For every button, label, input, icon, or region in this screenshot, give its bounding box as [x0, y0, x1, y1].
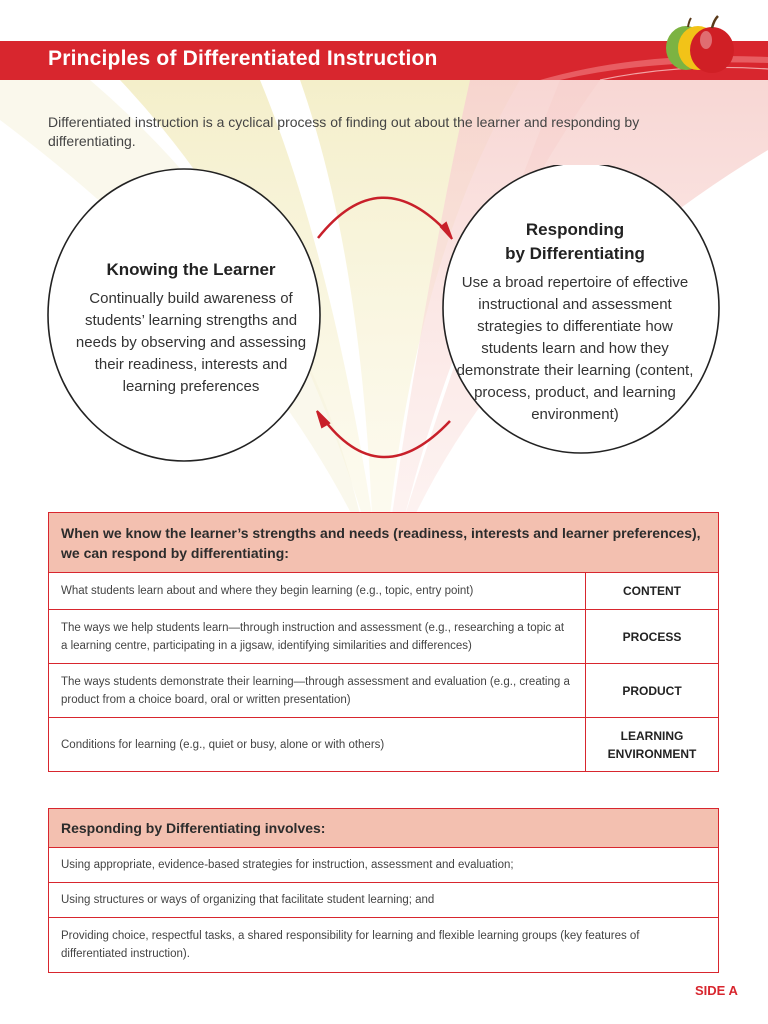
- table-header: Responding by Differentiating involves:: [49, 809, 719, 848]
- list-item: Using structures or ways of organizing that facilitate student learning; and: [49, 883, 719, 918]
- row-description: The ways we help students learn—through instruction and assessment (e.g., researching a topic at a learning centre, participating in a jigsaw, identifying similarities and differences): [49, 610, 586, 664]
- top-arrow: [318, 198, 448, 238]
- intro-paragraph: Differentiated instruction is a cyclical process of finding out about the learner and responding by differentiating.: [48, 114, 640, 149]
- knowing-learner-heading: Knowing the Learner: [106, 260, 276, 279]
- page-title: Principles of Differentiated Instruction: [48, 47, 438, 70]
- category-label: PRODUCT: [622, 683, 682, 698]
- table-row: [49, 883, 719, 918]
- knowing-learner-text: [66, 258, 316, 398]
- table-row: [49, 918, 719, 973]
- responding-heading-line2: by Differentiating: [505, 244, 645, 263]
- category-learning-environment: [586, 718, 719, 772]
- row-description: The ways students demonstrate their learning—through assessment and evaluation (e.g., creating a product from a choice board, oral or written presentation): [49, 664, 586, 718]
- responding-body: Use a broad repertoire of effective instructional and assessment strategies to differentiate how students learn and how they demonstrate their learning (content, process, product, and learning environment): [456, 274, 694, 423]
- category-label: CONTENT: [623, 584, 681, 598]
- responding-text: [450, 218, 700, 426]
- apples-logo: [660, 14, 740, 76]
- table-row: [49, 848, 719, 883]
- table-row: [49, 610, 719, 664]
- category-label: PROCESS: [622, 629, 682, 644]
- list-item: Providing choice, respectful tasks, a shared responsibility for learning and flexible learning groups (key features of differentiated instruction).: [49, 918, 719, 973]
- table-header-row: [49, 513, 719, 573]
- bottom-arrow: [322, 417, 450, 457]
- category-product: [586, 664, 719, 718]
- table-header: When we know the learner’s strengths and needs (readiness, interests and learner preferences), we can respond by differentiating:: [49, 513, 719, 573]
- knowing-learner-body: Continually build awareness of students’ learning strengths and needs by observing and assessing their readiness, interests and learning preferences: [75, 290, 307, 395]
- table-header-row: [49, 809, 719, 848]
- side-label: SIDE A: [695, 983, 738, 998]
- table-row: [49, 573, 719, 610]
- category-content: [586, 573, 719, 610]
- row-description: Conditions for learning (e.g., quiet or busy, alone or with others): [49, 718, 586, 772]
- responding-heading: [450, 218, 700, 266]
- differentiation-table: [48, 512, 719, 772]
- list-item: Using appropriate, evidence-based strategies for instruction, assessment and evaluation;: [49, 848, 719, 883]
- row-description: What students learn about and where they begin learning (e.g., topic, entry point): [49, 573, 586, 610]
- category-process: [586, 610, 719, 664]
- responding-involves-table: [48, 808, 719, 973]
- table-row: [49, 664, 719, 718]
- category-label-line1: LEARNING: [620, 728, 684, 743]
- category-label-line2: ENVIRONMENT: [607, 746, 697, 761]
- responding-heading-line1: Responding: [525, 220, 625, 239]
- table-row: [49, 718, 719, 772]
